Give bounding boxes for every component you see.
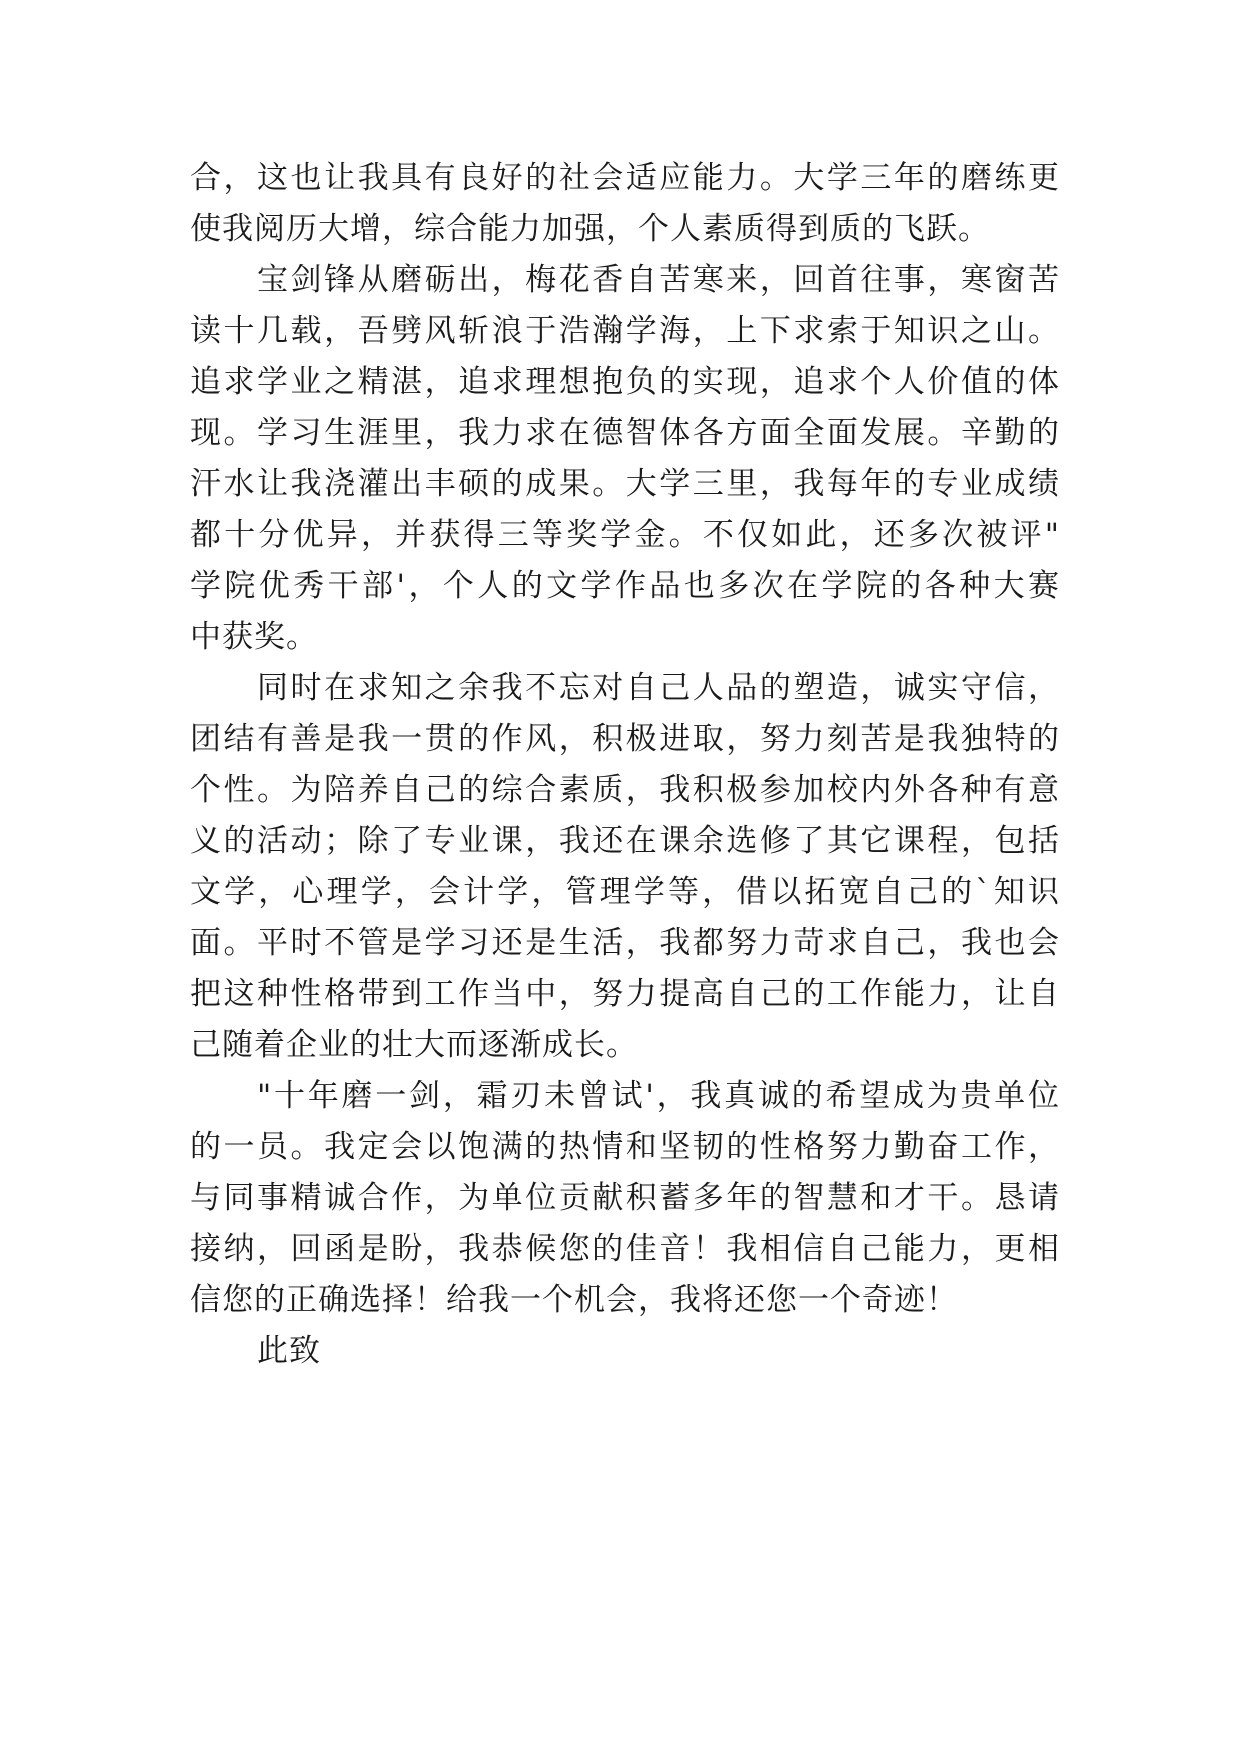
text-line: 文学，心理学，会计学，管理学等，借以拓宽自己的`知识 xyxy=(190,874,1060,910)
text-line: 使我阅历大增，综合能力加强，个人素质得到质的飞跃。 xyxy=(190,211,990,247)
text-line: 与同事精诚合作，为单位贡献积蓄多年的智慧和才干。恳请 xyxy=(190,1180,1060,1216)
text-line: 接纳，回函是盼，我恭候您的佳音！我相信自己能力，更相 xyxy=(190,1231,1060,1267)
text-line: 读十几载，吾劈风斩浪于浩瀚学海，上下求索于知识之山。 xyxy=(190,313,1060,349)
text-line: 个性。为陪养自己的综合素质，我积极参加校内外各种有意 xyxy=(190,772,1060,808)
text-line: 中获奖。 xyxy=(190,619,318,655)
text-line: 合，这也让我具有良好的社会适应能力。大学三年的磨练更 xyxy=(190,160,1060,196)
text-line: 信您的正确选择！给我一个机会，我将还您一个奇迹！ xyxy=(190,1282,958,1318)
text-line: 现。学习生涯里，我力求在德智体各方面全面发展。辛勤的 xyxy=(190,415,1060,451)
paragraph-first-line: 宝剑锋从磨砺出，梅花香自苦寒来，回首往事，寒窗苦 xyxy=(257,262,1060,298)
text-line: 追求学业之精湛，追求理想抱负的实现，追求个人价值的体 xyxy=(190,364,1060,400)
text-line: 学院优秀干部'，个人的文学作品也多次在学院的各种大赛 xyxy=(190,568,1060,604)
text-line: 义的活动；除了专业课，我还在课余选修了其它课程，包括 xyxy=(190,823,1060,859)
text-line: 把这种性格带到工作当中，努力提高自己的工作能力，让自 xyxy=(190,976,1060,1012)
text-line: 团结有善是我一贯的作风，积极进取，努力刻苦是我独特的 xyxy=(190,721,1060,757)
text-line: 面。平时不管是学习还是生活，我都努力苛求自己，我也会 xyxy=(190,925,1060,961)
text-line: 都十分优异，并获得三等奖学金。不仅如此，还多次被评" xyxy=(190,517,1060,553)
text-line: 的一员。我定会以饱满的热情和坚韧的性格努力勤奋工作， xyxy=(190,1129,1060,1165)
paragraph-first-line: 同时在求知之余我不忘对自己人品的塑造，诚实守信， xyxy=(257,670,1060,706)
paragraph-first-line: "十年磨一剑，霜刃未曾试'，我真诚的希望成为贵单位 xyxy=(257,1078,1060,1114)
closing-salutation: 此致 xyxy=(257,1333,321,1369)
text-line: 汗水让我浇灌出丰硕的成果。大学三里，我每年的专业成绩 xyxy=(190,466,1060,502)
text-line: 己随着企业的壮大而逐渐成长。 xyxy=(190,1027,638,1063)
